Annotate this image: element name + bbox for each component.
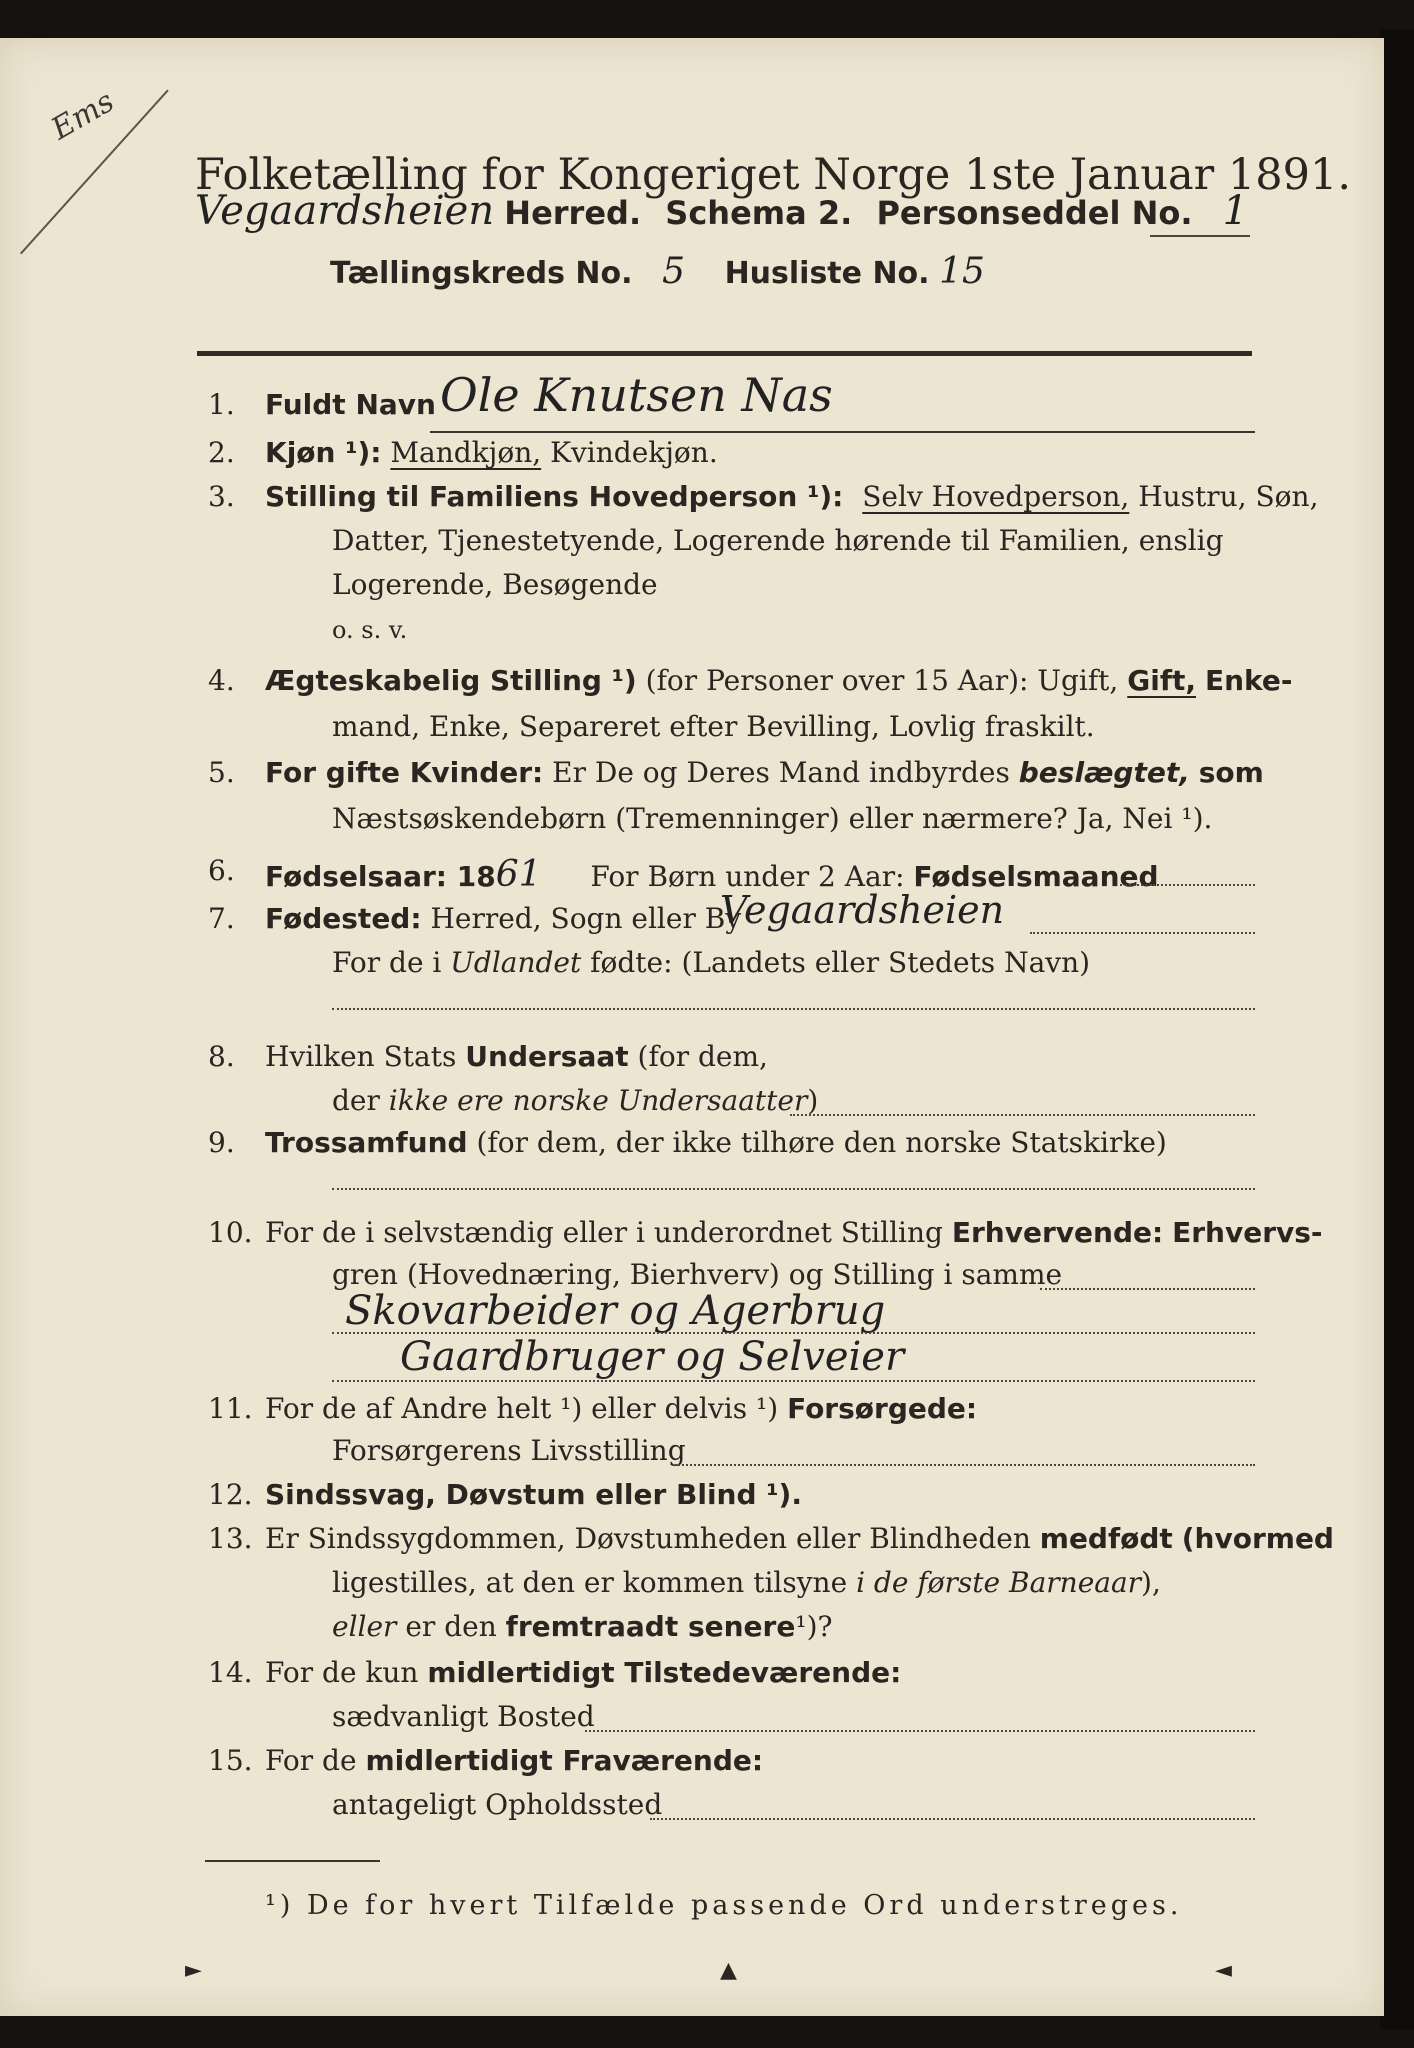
kjon-label: Kjøn ¹): xyxy=(265,436,382,469)
fodselsaar-row xyxy=(265,854,1159,895)
undersaat-line2: der ikke ere norske Undersaatter) xyxy=(332,1084,819,1117)
fravaerende-row xyxy=(265,1744,763,1777)
item-number: 15. xyxy=(208,1744,253,1777)
fravaerende-fill-line xyxy=(650,1818,1255,1820)
fodselsaar-value: 61 xyxy=(495,854,542,895)
fravaerende-label: midlertidigt Fraværende: xyxy=(365,1744,764,1777)
stilling-line2: Datter, Tjenestetyende, Logerende hørende til Familien, enslig xyxy=(332,524,1224,557)
udlandet-word: Udlandet xyxy=(450,946,582,979)
census-form-sheet xyxy=(0,38,1384,2016)
medfodt-line3-a: er den xyxy=(405,1610,497,1643)
tilstede-text1: For de kun xyxy=(265,1656,419,1689)
erhverv-row xyxy=(265,1216,1323,1249)
sindssvag-label: Sindssvag, Døvstum eller Blind ¹). xyxy=(265,1478,802,1511)
tilstede-row xyxy=(265,1656,901,1689)
erhverv-text2: Erhvervs- xyxy=(1172,1216,1323,1249)
medfodt-line2: ligestilles, at den er kommen tilsyne i de første Barneaar), xyxy=(332,1566,1161,1599)
item-number: 4. xyxy=(208,664,235,697)
forsorgede-fill-line xyxy=(675,1464,1255,1466)
kjon-row xyxy=(265,436,718,469)
footnote: ¹) De for hvert Tilfælde passende Ord understreges. xyxy=(265,1890,1183,1921)
stilling-options-rest: Hustru, Søn, xyxy=(1138,480,1319,513)
medfodt-text2: (hvormed xyxy=(1181,1522,1334,1555)
medfodt-text1: Er Sindssygdommen, Døvstumheden eller Blindheden xyxy=(265,1522,1031,1555)
fodselsaar-label: Fødselsaar: 18 xyxy=(265,860,496,893)
fodselsmaaned-label: Fødselsmaaned xyxy=(913,860,1159,893)
corner-handwritten-note: Ems xyxy=(45,83,121,148)
fodested-label: Fødested: xyxy=(265,902,422,935)
husliste-value: 15 xyxy=(939,251,985,292)
stilling-row xyxy=(265,480,1318,513)
fodselsmaaned-line xyxy=(1120,884,1255,886)
aegteskab-text2: Enke- xyxy=(1204,664,1293,697)
undersaat-text1: Hvilken Stats xyxy=(265,1040,457,1073)
erhverv-value1: Skovarbeider og Agerbrug xyxy=(345,1288,886,1334)
form-title: Folketælling for Kongeriget Norge 1ste Januar 1891. xyxy=(195,150,1352,200)
item-number: 1. xyxy=(208,388,235,421)
medfodt-row xyxy=(265,1522,1334,1555)
gifte-kvinder-line2: Næstsøskendebørn (Tremenninger) eller nærmere? Ja, Nei ¹). xyxy=(332,802,1213,835)
trossamfund-text: (for dem, der ikke tilhøre den norske Statskirke) xyxy=(476,1126,1167,1159)
herred-value: Vegaardsheien xyxy=(195,188,495,234)
aegteskab-row xyxy=(265,664,1293,697)
erhverv-label: Erhvervende: xyxy=(951,1216,1164,1249)
udlandet-line xyxy=(332,1008,1255,1010)
item-number: 5. xyxy=(208,756,235,789)
undersaat-label: Undersaat xyxy=(465,1040,629,1073)
medfodt-line3-b: fremtraadt senere xyxy=(505,1610,796,1643)
fodested-value: Vegaardsheien xyxy=(720,888,1005,932)
header-line-herred xyxy=(195,188,1248,234)
stilling-line4: o. s. v. xyxy=(332,616,408,644)
kjon-option-mandkjon: Mandkjøn, xyxy=(390,436,542,469)
schema-label: Schema 2. xyxy=(665,194,853,232)
medfodt-label: medfødt xyxy=(1039,1522,1173,1555)
medfodt-line2-em: i de første Barneaar xyxy=(856,1566,1142,1599)
registration-mark-right: ◄ xyxy=(1215,1958,1232,1983)
trossamfund-line xyxy=(332,1188,1255,1190)
stilling-label: Stilling til Familiens Hovedperson ¹): xyxy=(265,480,844,513)
gifte-kvinder-label: For gifte Kvinder: xyxy=(265,756,544,789)
registration-mark-center: ▲ xyxy=(720,1958,737,1983)
header-rule xyxy=(197,351,1252,356)
item-number: 12. xyxy=(208,1478,253,1511)
fravaerende-text1: For de xyxy=(265,1744,357,1777)
erhverv-text1: For de i selvstændig eller i underordnet Stilling xyxy=(265,1216,943,1249)
item-number: 3. xyxy=(208,480,235,513)
fuldt-navn-label: Fuldt Navn xyxy=(265,388,436,421)
personseddel-label: Personseddel No. xyxy=(876,194,1193,232)
kjon-option-kvindekjon: Kvindekjøn. xyxy=(550,436,718,469)
trossamfund-label: Trossamfund xyxy=(265,1126,468,1159)
fodested-text: Herred, Sogn eller By xyxy=(430,902,742,935)
erhverv-line2-fill xyxy=(1040,1288,1255,1290)
medfodt-line3-em: eller xyxy=(332,1610,397,1643)
fravaerende-line2: antageligt Opholdssted xyxy=(332,1788,663,1821)
gifte-kvinder-row xyxy=(265,756,1264,789)
item-number: 8. xyxy=(208,1040,235,1073)
item-number: 7. xyxy=(208,902,235,935)
scan-border xyxy=(1380,30,1414,2030)
undersaat-text2: (for dem, xyxy=(637,1040,768,1073)
tilstede-fill-line xyxy=(585,1730,1255,1732)
medfodt-line3-c: ¹)? xyxy=(795,1610,833,1643)
herred-label: Herred. xyxy=(504,194,642,232)
trossamfund-row xyxy=(265,1126,1167,1159)
fuldt-navn-value: Ole Knutsen Nas xyxy=(440,368,833,422)
fodselsaar-text: For Børn under 2 Aar: xyxy=(590,860,905,893)
fodested-row xyxy=(265,902,741,935)
undersaat-line2-em: ikke ere norske Undersaatter xyxy=(388,1084,808,1117)
header-line-kreds xyxy=(330,251,985,292)
undersaat-row xyxy=(265,1040,768,1073)
aegteskab-option-gift: Gift, xyxy=(1127,664,1197,697)
registration-mark-left: ► xyxy=(185,1958,202,1983)
item-number: 6. xyxy=(208,854,235,887)
gifte-kvinder-text2: som xyxy=(1198,756,1264,789)
husliste-label: Husliste No. xyxy=(724,256,930,291)
item-number: 13. xyxy=(208,1522,253,1555)
erhverv-line4 xyxy=(332,1380,1255,1382)
item-number: 2. xyxy=(208,436,235,469)
undersaat-fill-line xyxy=(790,1114,1255,1116)
forsorgede-text1: For de af Andre helt ¹) eller delvis ¹) xyxy=(265,1392,779,1425)
stilling-line3: Logerende, Besøgende xyxy=(332,568,658,601)
tilstede-line2: sædvanligt Bosted xyxy=(332,1700,595,1733)
udlandet-row xyxy=(332,946,1090,979)
fodested-line xyxy=(1030,932,1255,934)
aegteskab-text: (for Personer over 15 Aar): Ugift, xyxy=(645,664,1119,697)
forsorgede-label: Forsørgede: xyxy=(787,1392,978,1425)
item-number: 14. xyxy=(208,1656,253,1689)
forsorgede-row xyxy=(265,1392,977,1425)
item-number: 11. xyxy=(208,1392,253,1425)
footnote-rule xyxy=(205,1860,380,1862)
udlandet-text-a: For de i xyxy=(332,946,442,979)
stilling-option-selected: Selv Hovedperson, xyxy=(862,480,1130,513)
tilstede-label: midlertidigt Tilstedeværende: xyxy=(427,1656,902,1689)
erhverv-value2: Gaardbruger og Selveier xyxy=(400,1334,905,1380)
personseddel-value: 1 xyxy=(1222,188,1249,234)
medfodt-line2-a: ligestilles, at den er kommen tilsyne xyxy=(332,1566,848,1599)
udlandet-text-b: fødte: (Landets eller Stedets Navn) xyxy=(590,946,1091,979)
aegteskab-line2: mand, Enke, Separeret efter Bevilling, Lovlig fraskilt. xyxy=(332,710,1095,743)
kreds-label: Tællingskreds No. xyxy=(330,256,633,291)
forsorgede-line2: Forsørgerens Livsstilling xyxy=(332,1434,686,1467)
kreds-value: 5 xyxy=(662,251,686,292)
erhverv-line2: gren (Hovednæring, Bierhverv) og Stilling i samme xyxy=(332,1258,1063,1291)
item-number: 10. xyxy=(208,1216,253,1249)
aegteskab-label: Ægteskabelig Stilling ¹) xyxy=(265,664,637,697)
personseddel-fill-line xyxy=(1150,235,1250,237)
fuldt-navn-line xyxy=(430,431,1255,433)
item-number: 9. xyxy=(208,1126,235,1159)
gifte-kvinder-text: Er De og Deres Mand indbyrdes xyxy=(552,756,1010,789)
beslaegtet-word: beslægtet, xyxy=(1018,756,1190,789)
undersaat-line2-a: der xyxy=(332,1084,380,1117)
medfodt-line3 xyxy=(332,1610,833,1643)
